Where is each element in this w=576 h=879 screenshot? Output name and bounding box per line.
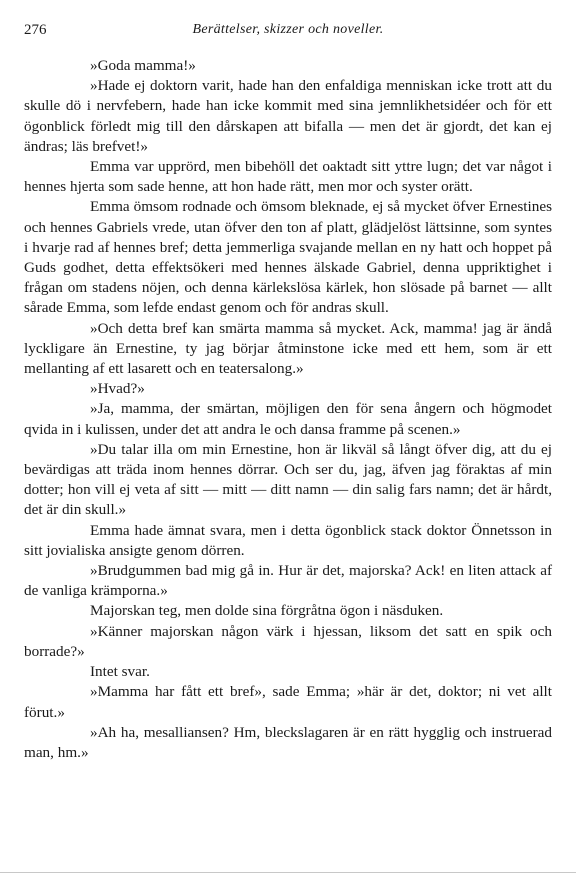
page-number: 276 [24, 22, 47, 38]
paragraph: »Ah ha, mesalliansen? Hm, bleckslagaren är en rätt hygglig och instruerad man, hm.» [24, 723, 552, 761]
paragraph: »Känner majorskan någon värk i hjessan, liksom det satt en spik och borrade?» [24, 622, 552, 660]
paragraph: Majorskan teg, men dolde sina förgråtna ögon i näsduken. [90, 602, 444, 620]
page-edge-rule [0, 872, 576, 873]
paragraph: »Och detta bref kan smärta mamma så mycket. Ack, mamma! jag är ändå lyckligare än Ernestine, ty jag börjar åtminstone icke med ett hem, som är ett mellanting af ett lasarett och en teatersalong.» [24, 319, 552, 378]
running-title: Berättelser, skizzer och noveller. [192, 22, 384, 37]
paragraph: »Hvad?» [90, 380, 145, 398]
body-text [24, 56, 552, 763]
paragraph: Intet svar. [90, 663, 150, 681]
paragraph: Emma var upprörd, men bibehöll det oaktadt sitt yttre lugn; det var något i hennes hjerta som sade henne, att hon hade rätt, men mor och syster orätt. [24, 158, 552, 196]
paragraph: »Mamma har fått ett bref», sade Emma; »här är det, doktor; ni vet allt förut.» [24, 683, 552, 721]
paragraph: Emma ömsom rodnade och ömsom bleknade, ej så mycket öfver Ernestines och hennes Gabriels vrede, utan öfver den ton af platt, glädjelöst lättsinne, som syntes i hvarje rad af hennes bref; detta jemmerliga svajande mellan en ny hatt och hoppet på Guds godhet, detta effektsökeri med hennes älskade Gabriel, denna uppriktighet i frågan om stadens nöjen, och denna kärlekslösa kärlek, hon slösade på barnet — allt sårade Emma, som lefde endast genom och för andras skull. [24, 198, 552, 317]
paragraph: »Hade ej doktorn varit, hade han den enfaldiga menniskan icke trott att du skulle dö i nervfebern, hade han icke kommit med sina jemnlikhetsidéer och för ett ögonblick förledt mig till den dårskapen att bifalla — men det är gjordt, det kan ej ändras; läs brefvet!» [24, 77, 552, 155]
paragraph: Emma hade ämnat svara, men i detta ögonblick stack doktor Önnetsson in sitt jovialiska ansigte genom dörren. [24, 521, 552, 559]
page-header [24, 22, 552, 44]
paragraph: »Du talar illa om min Ernestine, hon är likväl så långt öfver dig, att du ej bevärdigas att träda inom hennes dörrar. Och ser du, jag, äfven jag föraktas af min dotter; hon vill ej veta af sitt — mitt — ditt namn — din salig fars namn; det är hårdt, det är din skull.» [24, 440, 552, 519]
paragraph: »Brudgummen bad mig gå in. Hur är det, majorska? Ack! en liten attack af de vanliga krämporna.» [24, 562, 552, 600]
paragraph: »Goda mamma!» [90, 57, 196, 74]
paragraph: »Ja, mamma, der smärtan, möjligen den för sena ångern och högmodet qvida in i kulissen, under det att andra le och dansa framme på scenen.» [24, 400, 552, 438]
